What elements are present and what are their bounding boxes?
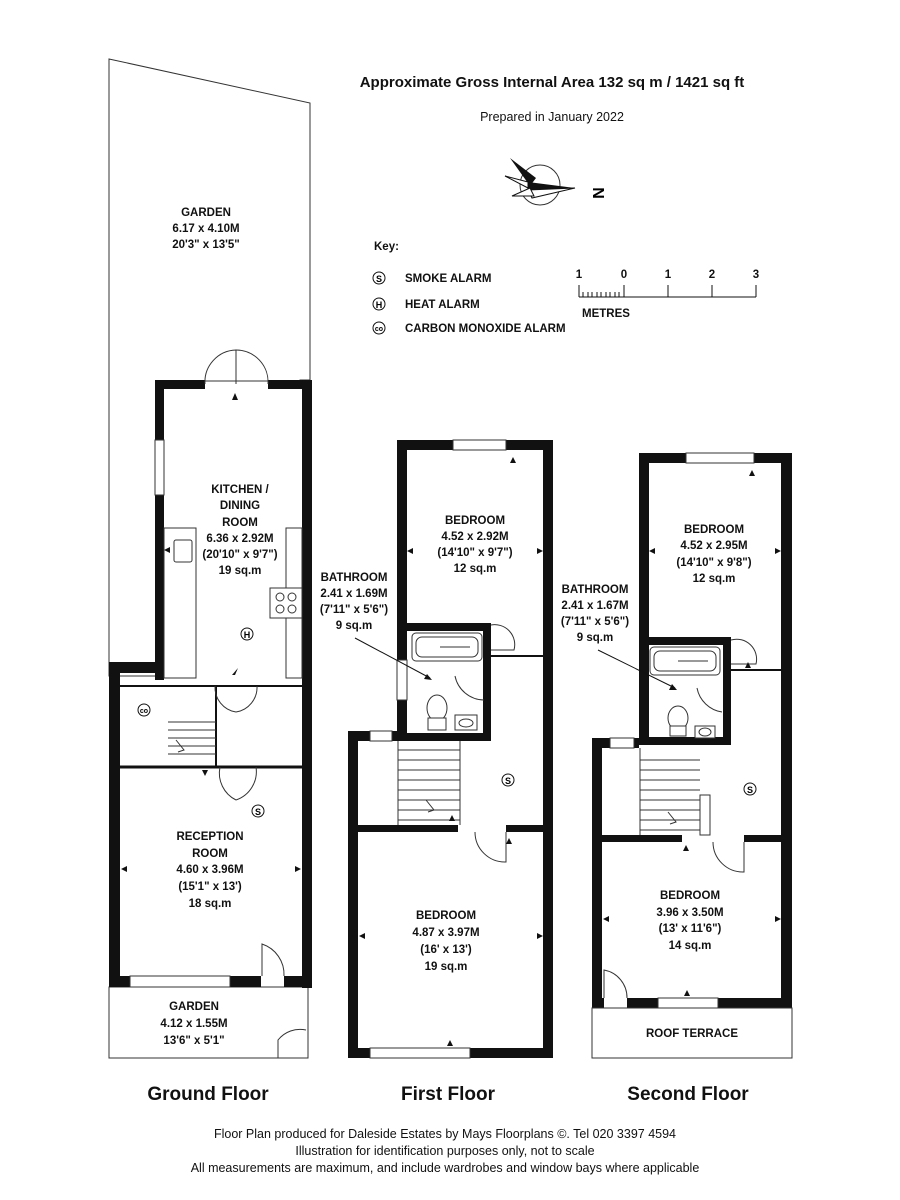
co-alarm-icon: co [374,326,384,333]
room-area: 18 sq.m [188,898,232,910]
room-imperial: (7'11" x 5'6") [319,604,389,616]
room-imperial: 20'3" x 13'5" [172,239,240,251]
smoke-alarm-icon: S [375,274,383,284]
room-name: BATHROOM [320,572,388,584]
room-dims: 2.41 x 1.69M [320,588,388,600]
room-dims: 4.87 x 3.97M [412,927,480,939]
room-dims: 4.52 x 2.92M [441,531,509,543]
room-imperial: (14'10" x 9'7") [437,547,513,559]
first-floor-title: First Floor [401,1084,495,1105]
key-smoke-item [373,272,491,285]
key-co-item [373,322,566,335]
scale-tick-label: 3 [752,269,760,281]
footer-credit: Floor Plan produced for Daleside Estates by Mays Floorplans ©. Tel 020 3397 4594 [213,1127,677,1141]
room-area: 14 sq.m [668,940,712,952]
room-dims: 4.52 x 2.95M [680,540,748,552]
room-area: 12 sq.m [692,573,736,585]
room-name: ROOM [192,848,228,860]
heat-alarm-icon: H [375,300,383,310]
room-name: ROOF TERRACE [646,1028,738,1040]
room-dims: 4.60 x 3.96M [176,864,244,876]
ground-floor-plan [109,59,312,1058]
room-name: BEDROOM [683,524,745,536]
key-title: Key: [374,241,399,253]
room-name: BATHROOM [561,584,629,596]
smoke-alarm-marker: S [254,807,262,817]
heat-alarm-marker: H [243,630,251,640]
second-floor-title: Second Floor [627,1084,749,1105]
smoke-alarm-marker: S [746,785,754,795]
room-area: 12 sq.m [453,563,497,575]
room-area: 19 sq.m [424,961,468,973]
room-imperial: (15'1" x 13') [178,881,242,893]
room-dims: 6.36 x 2.92M [206,533,274,545]
prepared-date: Prepared in January 2022 [480,110,624,124]
room-name: RECEPTION [176,831,244,843]
room-name: GARDEN [181,207,231,219]
second-floor-plan [561,453,792,1058]
room-area: 9 sq.m [576,632,614,644]
footer-measurement-note: All measurements are maximum, and include wardrobes and window bays where applicable [190,1161,700,1175]
room-area: 9 sq.m [335,620,373,632]
room-dims: 6.17 x 4.10M [172,223,240,235]
co-alarm-marker: co [139,708,149,715]
scale-unit: METRES [582,308,630,320]
key-smoke-label: SMOKE ALARM [405,273,492,285]
room-name: DINING [219,500,261,512]
ground-floor-title: Ground Floor [147,1084,269,1105]
room-area: 19 sq.m [218,565,262,577]
scale-tick-label: 1 [575,269,583,281]
room-imperial: (14'10" x 9'8") [676,557,752,569]
key-heat-label: HEAT ALARM [405,299,480,311]
room-name: BEDROOM [415,910,477,922]
room-name: GARDEN [169,1001,219,1013]
scale-tick-label: 2 [708,269,716,281]
key-co-label: CARBON MONOXIDE ALARM [405,323,566,335]
room-name: BEDROOM [444,515,506,527]
room-name: KITCHEN / [211,484,269,496]
room-name: ROOM [222,517,258,529]
room-dims: 4.12 x 1.55M [160,1018,228,1030]
gross-area-title: Approximate Gross Internal Area 132 sq m / 1421 sq ft [359,74,745,91]
room-name: BEDROOM [659,890,721,902]
scale-tick-label: 1 [664,269,672,281]
compass-icon [505,158,606,205]
smoke-alarm-marker: S [504,776,512,786]
room-imperial: (16' x 13') [420,944,472,956]
room-dims: 2.41 x 1.67M [561,600,629,612]
room-imperial: (20'10" x 9'7") [202,549,278,561]
footer-disclaimer: Illustration for identification purposes only, not to scale [295,1144,595,1158]
key-heat-item [373,298,480,311]
room-dims: 3.96 x 3.50M [656,907,724,919]
room-imperial: 13'6" x 5'1" [163,1035,225,1047]
room-imperial: (7'11" x 5'6") [560,616,630,628]
room-imperial: (13' x 11'6") [658,923,722,935]
first-floor-plan [320,440,553,1058]
scale-bar [576,269,759,320]
scale-tick-label: 0 [620,269,628,281]
north-letter: N [589,187,606,199]
